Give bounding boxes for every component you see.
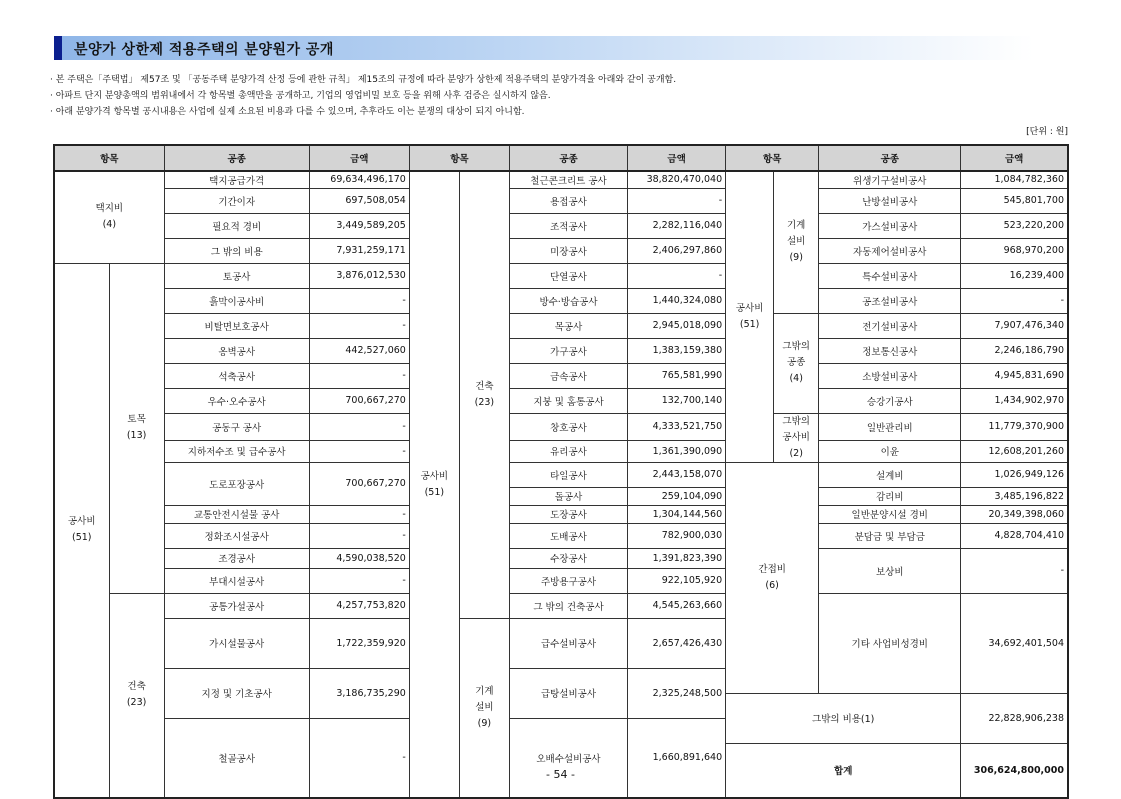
work-item: 공통가설공사: [164, 593, 309, 618]
amount-cell: -: [309, 413, 409, 440]
amount-cell: 782,900,030: [628, 523, 726, 548]
work-item: 이윤: [819, 440, 961, 462]
table-row: [54, 593, 1068, 618]
work-item: 택지공급가격: [164, 171, 309, 188]
amount-cell: 697,508,054: [309, 188, 409, 213]
amount-cell: -: [628, 188, 726, 213]
work-item: 조적공사: [509, 213, 627, 238]
table-row: [54, 505, 1068, 523]
amount-cell: 12,608,201,260: [961, 440, 1068, 462]
work-item: 단열공사: [509, 263, 627, 288]
group-machine-3: 기계 설비 (9): [774, 171, 819, 313]
amount-cell: 1,660,891,640: [628, 718, 726, 798]
header-work: 공종: [509, 145, 627, 171]
amount-cell: 545,801,700: [961, 188, 1068, 213]
amount-cell: 4,945,831,690: [961, 363, 1068, 388]
amount-cell: -: [961, 548, 1068, 593]
amount-cell: 4,828,704,410: [961, 523, 1068, 548]
table-row: [54, 171, 1068, 188]
header-work: 공종: [819, 145, 961, 171]
amount-cell: 7,931,259,171: [309, 238, 409, 263]
work-item: 자동제어설비공사: [819, 238, 961, 263]
amount-cell: 259,104,090: [628, 487, 726, 505]
amount-cell: 1,361,390,090: [628, 440, 726, 462]
group-construction-2: 공사비 (51): [409, 171, 459, 798]
table-row: [54, 388, 1068, 413]
table-row: [54, 238, 1068, 263]
work-item: 지정 및 기초공사: [164, 668, 309, 718]
group-construction-1: 공사비 (51): [54, 263, 109, 798]
work-item: 기타 사업비성경비: [819, 593, 961, 693]
amount-cell: 38,820,470,040: [628, 171, 726, 188]
group-construction-3: 공사비 (51): [726, 171, 774, 462]
amount-cell: 11,779,370,900: [961, 413, 1068, 440]
work-item: 수장공사: [509, 548, 627, 568]
amount-cell: 1,722,359,920: [309, 618, 409, 668]
work-item: 교통안전시설물 공사: [164, 505, 309, 523]
header-amount: 금액: [309, 145, 409, 171]
work-item: 난방설비공사: [819, 188, 961, 213]
table-row: [54, 313, 1068, 338]
amount-cell: -: [628, 263, 726, 288]
amount-cell: 2,246,186,790: [961, 338, 1068, 363]
work-item: 창호공사: [509, 413, 627, 440]
work-item: 금속공사: [509, 363, 627, 388]
note-2: · 아파트 단지 분양총액의 범위내에서 각 항목별 총액만을 공개하고, 기업의 영업비밀 보호 등을 위해 사후 검증은 실시하지 않음.: [50, 91, 551, 101]
amount-cell: 2,945,018,090: [628, 313, 726, 338]
group-building-1: 건축 (23): [109, 593, 164, 798]
work-item: 오배수설비공사: [509, 718, 627, 798]
amount-cell: 7,907,476,340: [961, 313, 1068, 338]
work-item: 공동구 공사: [164, 413, 309, 440]
work-item: 유리공사: [509, 440, 627, 462]
table-row: [54, 548, 1068, 568]
amount-cell: 2,406,297,860: [628, 238, 726, 263]
amount-cell: -: [309, 288, 409, 313]
amount-cell: 3,186,735,290: [309, 668, 409, 718]
note-3: · 아래 분양가격 항목별 공시내용은 사업에 실제 소요된 비용과 다를 수 있으며, 추후라도 이는 분쟁의 대상이 되지 아니함.: [50, 107, 525, 117]
amount-cell: 4,545,263,660: [628, 593, 726, 618]
work-item: 급탕설비공사: [509, 668, 627, 718]
amount-cell: 2,443,158,070: [628, 462, 726, 487]
amount-cell: 4,257,753,820: [309, 593, 409, 618]
header-work: 공종: [164, 145, 309, 171]
work-item: 일반관리비: [819, 413, 961, 440]
work-item: 기간이자: [164, 188, 309, 213]
amount-cell: -: [309, 718, 409, 798]
header-item: 항목: [726, 145, 819, 171]
amount-cell: 4,590,038,520: [309, 548, 409, 568]
work-item: 필요적 경비: [164, 213, 309, 238]
header-item: 항목: [409, 145, 509, 171]
group-land: 택지비 (4): [54, 171, 164, 263]
amount-cell: 34,692,401,504: [961, 593, 1068, 693]
amount-cell: -: [309, 523, 409, 548]
notes: [50, 72, 1070, 120]
work-item: 가시설물공사: [164, 618, 309, 668]
amount-cell: 700,667,270: [309, 388, 409, 413]
other-costs-amount: 22,828,906,238: [961, 693, 1068, 743]
header-item: 항목: [54, 145, 164, 171]
table-row: [54, 462, 1068, 487]
work-item: 소방설비공사: [819, 363, 961, 388]
page-title: 분양가 상한제 적용주택의 분양원가 공개: [74, 42, 334, 58]
work-item: 흙막이공사비: [164, 288, 309, 313]
note-1: · 본 주택은「주택법」 제57조 및 「공동주택 분양가격 산정 등에 관한 규칙」 제15조의 규정에 따라 분양가 상한제 적용주택의 분양가격을 아래와 같이 공개함.: [50, 75, 677, 85]
amount-cell: 922,105,920: [628, 568, 726, 593]
work-item: 도장공사: [509, 505, 627, 523]
amount-cell: 2,325,248,500: [628, 668, 726, 718]
work-item: 주방용구공사: [509, 568, 627, 593]
cost-table: [53, 144, 1069, 799]
amount-cell: 523,220,200: [961, 213, 1068, 238]
header-row: [54, 145, 1068, 171]
table-row: [54, 338, 1068, 363]
table-row: [54, 523, 1068, 548]
amount-cell: 3,876,012,530: [309, 263, 409, 288]
work-item: 감리비: [819, 487, 961, 505]
work-item: 토공사: [164, 263, 309, 288]
amount-cell: 132,700,140: [628, 388, 726, 413]
amount-cell: 20,349,398,060: [961, 505, 1068, 523]
work-item: 보상비: [819, 548, 961, 593]
amount-cell: -: [309, 568, 409, 593]
amount-cell: 442,527,060: [309, 338, 409, 363]
amount-cell: 1,440,324,080: [628, 288, 726, 313]
work-item: 부대시설공사: [164, 568, 309, 593]
work-item: 급수설비공사: [509, 618, 627, 668]
work-item: 공조설비공사: [819, 288, 961, 313]
work-item: 도배공사: [509, 523, 627, 548]
amount-cell: -: [961, 288, 1068, 313]
amount-cell: 1,026,949,126: [961, 462, 1068, 487]
table-row: [54, 440, 1068, 462]
work-item: 석축공사: [164, 363, 309, 388]
work-item: 그 밖의 건축공사: [509, 593, 627, 618]
amount-cell: 3,449,589,205: [309, 213, 409, 238]
title-bar: [54, 36, 1034, 60]
amount-cell: 1,391,823,390: [628, 548, 726, 568]
table-row: [54, 413, 1068, 440]
work-item: 돌공사: [509, 487, 627, 505]
table-body: [54, 171, 1068, 798]
amount-cell: -: [309, 440, 409, 462]
amount-cell: 1,434,902,970: [961, 388, 1068, 413]
other-costs-label: 그밖의 비용(1): [726, 693, 961, 743]
work-item: 지하저수조 및 급수공사: [164, 440, 309, 462]
table-row: [54, 263, 1068, 288]
header-amount: 금액: [628, 145, 726, 171]
amount-cell: -: [309, 505, 409, 523]
group-building-2: 건축 (23): [459, 171, 509, 618]
work-item: 미장공사: [509, 238, 627, 263]
work-item: 타일공사: [509, 462, 627, 487]
work-item: 철골공사: [164, 718, 309, 798]
amount-cell: -: [309, 313, 409, 338]
work-item: 조경공사: [164, 548, 309, 568]
unit-label: [단위 : 원]: [1026, 127, 1068, 137]
amount-cell: -: [309, 363, 409, 388]
amount-cell: 765,581,990: [628, 363, 726, 388]
work-item: 방수·방습공사: [509, 288, 627, 313]
table-row: [54, 288, 1068, 313]
group-indirect: 간접비 (6): [726, 462, 819, 693]
work-item: 일반분양시설 경비: [819, 505, 961, 523]
amount-cell: 1,084,782,360: [961, 171, 1068, 188]
work-item: 지붕 및 홈통공사: [509, 388, 627, 413]
amount-cell: 700,667,270: [309, 462, 409, 505]
amount-cell: 2,657,426,430: [628, 618, 726, 668]
work-item: 철근콘크리트 공사: [509, 171, 627, 188]
amount-cell: 2,282,116,040: [628, 213, 726, 238]
work-item: 승강기공사: [819, 388, 961, 413]
total-amount: 306,624,800,000: [961, 743, 1068, 798]
table-row: [54, 188, 1068, 213]
work-item: 그 밖의 비용: [164, 238, 309, 263]
amount-cell: 4,333,521,750: [628, 413, 726, 440]
group-civil: 토목 (13): [109, 263, 164, 593]
work-item: 옹벽공사: [164, 338, 309, 363]
table-row: [54, 363, 1068, 388]
amount-cell: 16,239,400: [961, 263, 1068, 288]
amount-cell: 3,485,196,822: [961, 487, 1068, 505]
work-item: 분담금 및 부담금: [819, 523, 961, 548]
header-amount: 금액: [961, 145, 1068, 171]
amount-cell: 968,970,200: [961, 238, 1068, 263]
work-item: 목공사: [509, 313, 627, 338]
work-item: 특수설비공사: [819, 263, 961, 288]
work-item: 설계비: [819, 462, 961, 487]
work-item: 정화조시설공사: [164, 523, 309, 548]
amount-cell: 69,634,496,170: [309, 171, 409, 188]
work-item: 가스설비공사: [819, 213, 961, 238]
work-item: 비탈면보호공사: [164, 313, 309, 338]
table-row: [54, 213, 1068, 238]
work-item: 위생기구설비공사: [819, 171, 961, 188]
page-number: - 54 -: [546, 768, 575, 781]
work-item: 용접공사: [509, 188, 627, 213]
work-item: 전기설비공사: [819, 313, 961, 338]
group-other-construction: 그밖의 공사비 (2): [774, 413, 819, 462]
group-machine-2: 기계 설비 (9): [459, 618, 509, 798]
total-label: 합계: [726, 743, 961, 798]
amount-cell: 1,383,159,380: [628, 338, 726, 363]
amount-cell: 1,304,144,560: [628, 505, 726, 523]
group-other-works: 그밖의 공종 (4): [774, 313, 819, 413]
work-item: 우수·오수공사: [164, 388, 309, 413]
work-item: 정보통신공사: [819, 338, 961, 363]
work-item: 도로포장공사: [164, 462, 309, 505]
work-item: 가구공사: [509, 338, 627, 363]
